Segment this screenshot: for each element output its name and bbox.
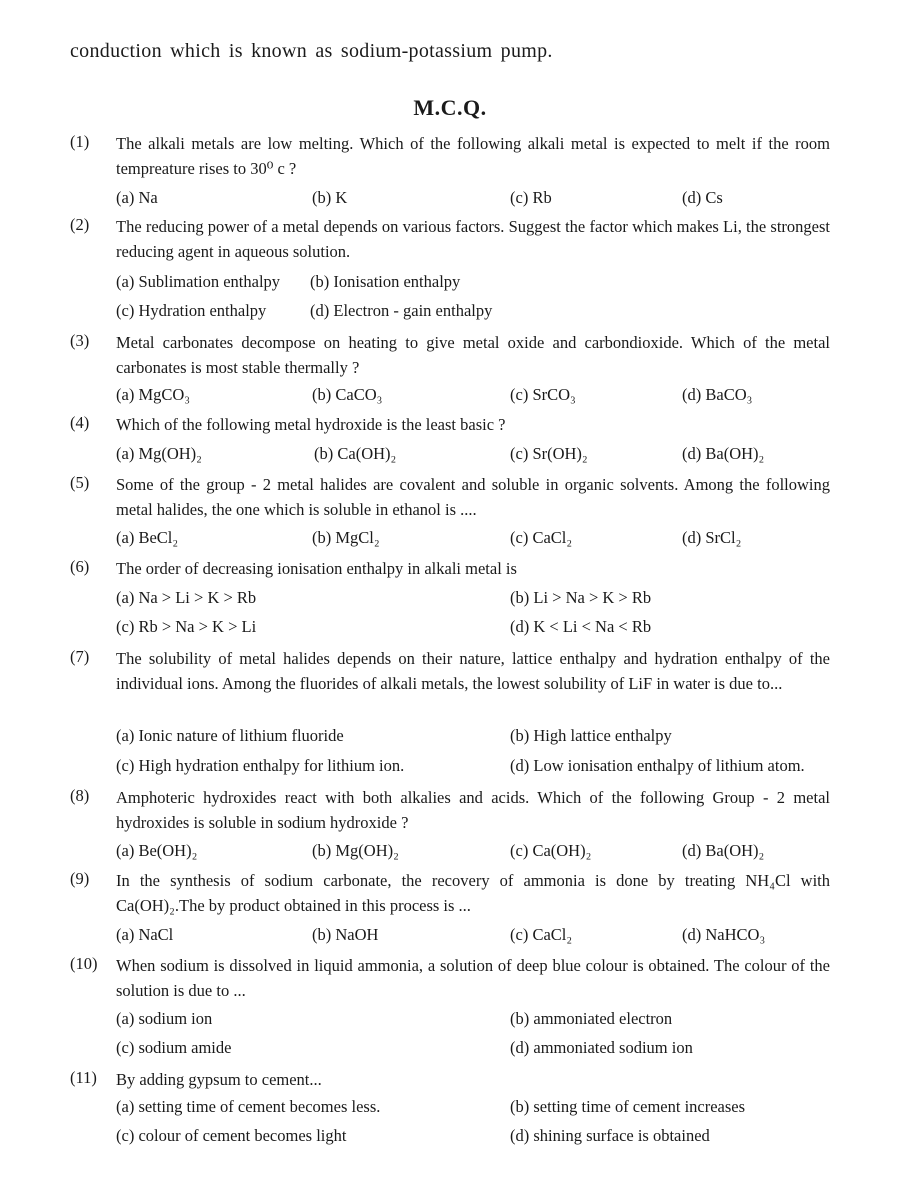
option-a: (a) BeCl₂ — [116, 528, 179, 547]
option-d: (d) NaHCO₃ — [682, 925, 766, 944]
option-b: (b) ammoniated electron — [510, 1009, 673, 1028]
question-number: (5) — [70, 473, 90, 492]
question-text: Some of the group - 2 metal halides are covalent and soluble in organic solvents. Among the following metal halides, the one which is soluble in ethanol is .... — [116, 475, 830, 519]
option-d: (d) K < Li < Na < Rb — [510, 617, 652, 636]
option-d: (d) Ba(OH)₂ — [682, 841, 765, 860]
option-c: (c) Rb — [510, 188, 552, 207]
option-c: (c) Hydration enthalpy — [116, 301, 267, 320]
option-d: (d) shining surface is obtained — [510, 1126, 710, 1145]
option-d: (d) ammoniated sodium ion — [510, 1038, 693, 1057]
option-a: (a) MgCO₃ — [116, 385, 191, 404]
question-number: (7) — [70, 647, 90, 666]
question-text: Which of the following metal hydroxide is the least basic ? — [116, 415, 506, 434]
option-c: (c) colour of cement becomes light — [116, 1126, 347, 1145]
option-c: (c) Ca(OH)₂ — [510, 841, 592, 860]
option-c: (c) Sr(OH)₂ — [510, 444, 588, 463]
option-c: (c) CaCl₂ — [510, 528, 573, 547]
question-number: (11) — [70, 1068, 97, 1087]
option-a: (a) Mg(OH)₂ — [116, 444, 202, 463]
question-number: (1) — [70, 132, 90, 151]
option-b: (b) K — [312, 188, 348, 207]
option-a: (a) Na > Li > K > Rb — [116, 588, 257, 607]
option-a: (a) Ionic nature of lithium fluoride — [116, 726, 344, 745]
question-number: (10) — [70, 954, 98, 973]
option-b: (b) High lattice enthalpy — [510, 726, 672, 745]
question-number: (8) — [70, 786, 90, 805]
option-a: (a) NaCl — [116, 925, 174, 944]
question-text: When sodium is dissolved in liquid ammonia, a solution of deep blue colour is obtained. The colour of the solution is due to ... — [116, 956, 830, 1000]
question-text: The order of decreasing ionisation enthalpy in alkali metal is — [116, 559, 517, 578]
option-b: (b) Ca(OH)₂ — [314, 444, 397, 463]
option-c: (c) SrCO₃ — [510, 385, 576, 404]
option-b: (b) Ionisation enthalpy — [310, 272, 461, 291]
option-d: (d) Ba(OH)₂ — [682, 444, 765, 463]
option-b: (b) Mg(OH)₂ — [312, 841, 399, 860]
option-d: (d) SrCl₂ — [682, 528, 742, 547]
question-text: The alkali metals are low melting. Which of the following alkali metal is expected to melt if the room tempreature rises to 30⁰ c ? — [116, 134, 830, 178]
option-c: (c) CaCl₂ — [510, 925, 573, 944]
option-c: (c) High hydration enthalpy for lithium ion. — [116, 756, 405, 775]
question-text: The solubility of metal halides depends on their nature, lattice enthalpy and hydration enthalpy of the individual ions. Among the fluorides of alkali metals, the lowest solubility of LiF in water is due to... — [116, 649, 830, 693]
option-d: (d) BaCO₃ — [682, 385, 753, 404]
question-number: (4) — [70, 413, 90, 432]
option-a: (a) setting time of cement becomes less. — [116, 1097, 381, 1116]
option-b: (b) MgCl₂ — [312, 528, 380, 547]
question-text: Amphoteric hydroxides react with both alkalies and acids. Which of the following Group - 2 metal hydroxides is soluble in sodium hydroxide ? — [116, 788, 830, 832]
question-number: (6) — [70, 557, 90, 576]
section-title: M.C.Q. — [413, 95, 487, 120]
option-c: (c) Rb > Na > K > Li — [116, 617, 257, 636]
question-text: By adding gypsum to cement... — [116, 1070, 322, 1089]
intro-text: conduction which is known as sodium-potassium pump. — [70, 40, 553, 62]
question-number: (9) — [70, 869, 90, 888]
option-b: (b) setting time of cement increases — [510, 1097, 746, 1116]
option-c: (c) sodium amide — [116, 1038, 232, 1057]
option-d: (d) Cs — [682, 188, 723, 207]
option-a: (a) Sublimation enthalpy — [116, 272, 281, 291]
option-b: (b) Li > Na > K > Rb — [510, 588, 652, 607]
option-d: (d) Electron - gain enthalpy — [310, 301, 493, 320]
question-number: (3) — [70, 331, 90, 350]
question-text: In the synthesis of sodium carbonate, the recovery of ammonia is done by treating NH₄Cl with Ca(OH)₂.The by product obtained in this process is ... — [116, 871, 830, 915]
option-b: (b) NaOH — [312, 925, 379, 944]
question-text: Metal carbonates decompose on heating to give metal oxide and carbondioxide. Which of the metal carbonates is most stable thermally ? — [116, 333, 830, 377]
option-a: (a) sodium ion — [116, 1009, 213, 1028]
question-text: The reducing power of a metal depends on various factors. Suggest the factor which makes Li, the strongest reducing agent in aqueous solution. — [116, 217, 830, 261]
option-b: (b) CaCO₃ — [312, 385, 383, 404]
option-a: (a) Be(OH)₂ — [116, 841, 198, 860]
question-number: (2) — [70, 215, 90, 234]
option-d: (d) Low ionisation enthalpy of lithium atom. — [510, 756, 805, 775]
option-a: (a) Na — [116, 188, 158, 207]
